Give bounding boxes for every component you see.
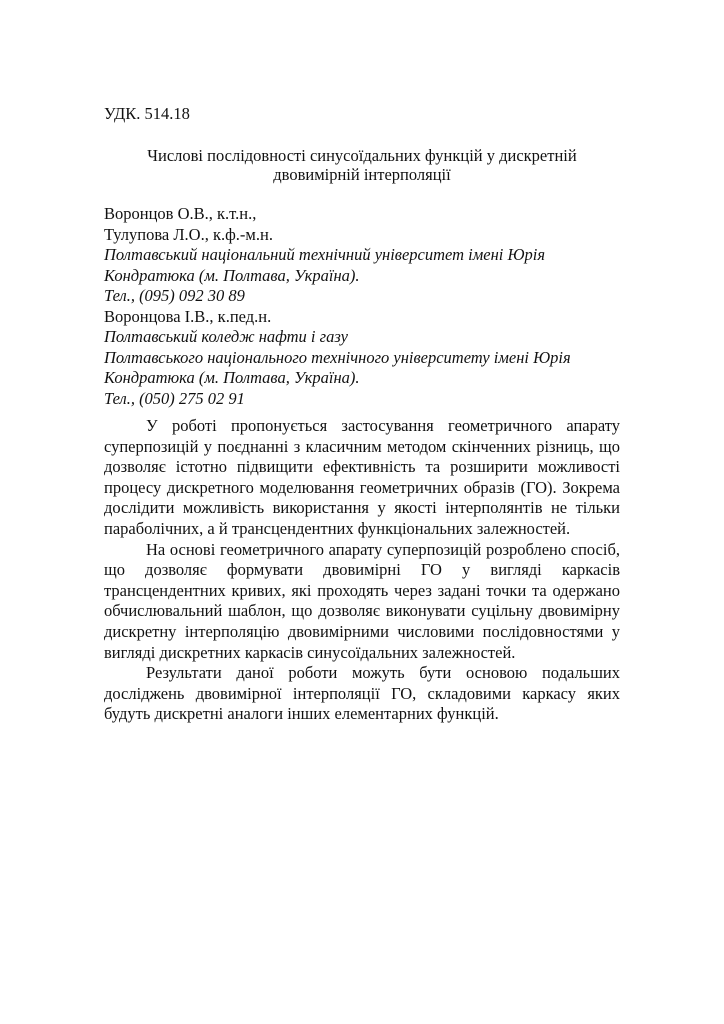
title-line-1: Числові послідовності синусоїдальних функцій у дискретній xyxy=(147,146,577,165)
abstract-paragraph: У роботі пропонується застосування геометричного апарату суперпозицій у поєднанні з класичним методом скінченних різниць, що дозволяє істотно підвищити ефективність та розширити можливості процесу дискретного моделювання геометричних образів (ГО). Зокрема дослідити можливість використання у якості інтерполянтів не тільки параболічних, а й трансцендентних функціональних залежностей. xyxy=(104,416,620,538)
paper-title xyxy=(104,146,620,184)
affiliation-line: Кондратюка (м. Полтава, Україна). xyxy=(104,265,360,285)
affiliation-line: Полтавський коледж нафти і газу xyxy=(104,327,348,346)
phone-number: Тел., (050) 275 02 91 xyxy=(104,388,245,408)
abstract-paragraph: Результати даної роботи можуть бути основою подальших досліджень двовимірної інтерполяції ГО, складовими каркасу яких будуть дискретні аналоги інших елементарних функцій. xyxy=(104,663,620,724)
author-name: Тулупова Л.О., к.ф.-м.н. xyxy=(104,224,273,244)
affiliation-line: Полтавський національний технічний університет імені Юрія xyxy=(104,245,546,264)
affiliation-line: Кондратюка (м. Полтава, Україна). xyxy=(104,368,360,387)
author-name: Воронцов О.В., к.т.н., xyxy=(104,204,257,223)
udc-code: УДК. 514.18 xyxy=(104,104,190,123)
affiliation-line: Полтавського національного технічного університету імені Юрія xyxy=(104,347,571,367)
title-line-2: двовимірній інтерполяції xyxy=(273,165,451,184)
authors-block xyxy=(104,204,624,409)
phone-number: Тел., (095) 092 30 89 xyxy=(104,286,245,305)
author-name: Воронцова І.В., к.пед.н. xyxy=(104,306,272,326)
abstract-body xyxy=(104,416,620,725)
abstract-paragraph: На основі геометричного апарату суперпозицій розроблено спосіб, що дозволяє формувати двовимірні ГО у вигляді каркасів трансцендентних кривих, які проходять через задані точки та одержано обчислювальний шаблон, що дозволяє виконувати суцільну двовимірну дискретну інтерполяцію двовимірними числовими послідовностями у вигляді дискретних каркасів синусоїдальних залежностей. xyxy=(104,539,620,662)
